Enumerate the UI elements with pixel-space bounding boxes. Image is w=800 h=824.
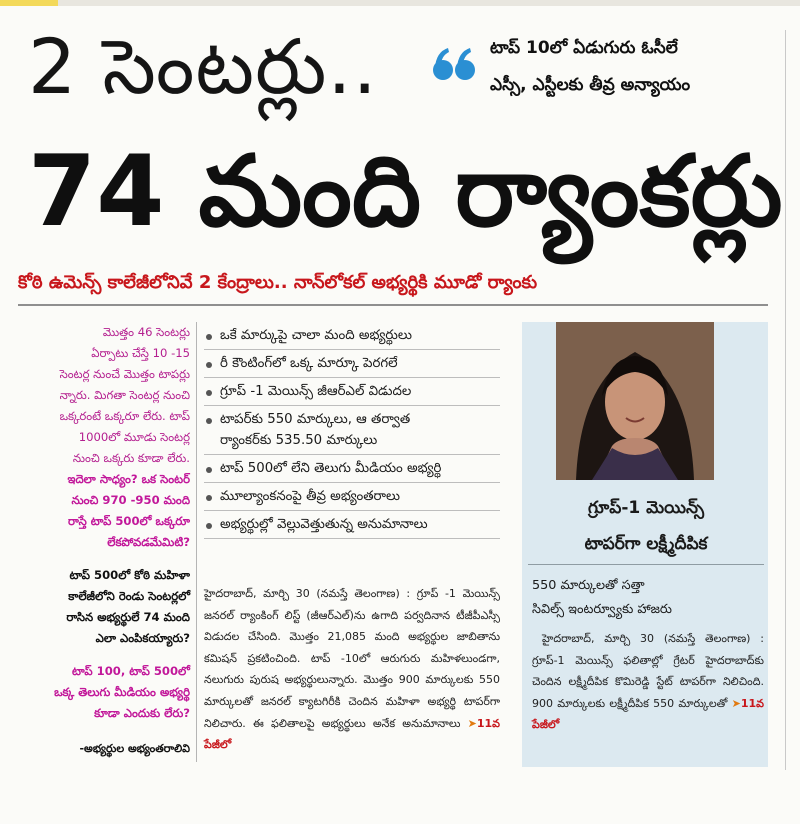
sidebar-line: ఎలా ఎంపికయ్యారు? xyxy=(95,631,190,645)
right-column-rule xyxy=(785,30,786,770)
caption-divider xyxy=(528,564,764,565)
sidebar-line: లేకపోవడమేమిటి? xyxy=(107,535,190,549)
highlight-text: టాపర్‌కు 550 మార్కులు, ఆ తర్వాత xyxy=(220,412,411,427)
highlight-item xyxy=(204,378,500,406)
highlight-text: టాప్ 500లో లేని తెలుగు మీడియం అభ్యర్థి xyxy=(220,461,442,476)
topper-story-body xyxy=(532,628,764,736)
highlight-text: గ్రూప్ -1 మెయిన్స్ జీఆర్ఎల్ విడుదల xyxy=(220,384,412,399)
continued-link[interactable]: 11వ పేజీలో xyxy=(204,716,500,752)
sidebar-line: సెంటర్ల నుంచే మొత్తం టాపర్లు xyxy=(59,367,190,381)
continued-arrow-icon: ➤ xyxy=(467,716,477,730)
bullet-icon xyxy=(206,334,212,340)
continued-arrow-icon: ➤ xyxy=(731,696,741,710)
highlight-item xyxy=(204,455,500,483)
sidebar-line: కూడా ఎందుకు లేరు? xyxy=(94,706,190,720)
headline-line-1: 2 సెంటర్లు.. xyxy=(28,22,378,111)
topper-portrait-photo xyxy=(556,322,714,480)
objections-sidebar xyxy=(22,322,190,759)
topper-caption-line: టాపర్‌గా లక్ష్మీదీపిక xyxy=(584,534,708,554)
sidebar-line: నుంచి 970 -950 మంది xyxy=(71,493,190,507)
bullet-icon xyxy=(206,418,212,424)
sidebar-line: మొత్తం 46 సెంటర్లు xyxy=(102,325,190,339)
column-divider xyxy=(196,322,197,762)
page-top-marker xyxy=(0,0,58,6)
highlights-list xyxy=(204,322,500,539)
sidebar-line: ఇదెలా సాధ్యం? ఒక సెంటర్ xyxy=(67,472,190,486)
sidebar-line: ఒక్కరంటే ఒక్కరూ లేరు. టాప్ xyxy=(59,409,190,423)
highlight-item-continued xyxy=(204,430,500,455)
highlight-item xyxy=(204,406,500,430)
highlight-text: అభ్యర్థుల్లో వెల్లువెత్తుతున్న అనుమానాలు xyxy=(220,517,428,532)
sidebar-line: న్నారు. మిగతా సెంటర్ల నుంచి xyxy=(59,388,190,402)
bullet-icon xyxy=(206,495,212,501)
topper-story-text: హైదరాబాద్, మార్చి 30 (నమస్తే తెలంగాణ) : గ్రూప్-1 మెయిన్స్ ఫలితాల్లో గ్రేటర్ హైదరాబాద్‌కు చెందిన లక్ష్మీదీపిక కొమిరెడ్డి స్టేట్ టాపర్‌గా నిలిచింది. 900 మార్కులకు లక్ష్మీదీపిక 550 మార్కులతో xyxy=(532,632,764,710)
sidebar-signature: -అభ్యర్థుల అభ్యంతరాలివి xyxy=(79,742,190,755)
quote-marks-icon xyxy=(432,44,478,84)
sidebar-line: టాప్ 500లో కోఠి మహిళా xyxy=(69,568,190,582)
topper-subhead: సివిల్స్ ఇంటర్వ్యూకు హాజరు xyxy=(532,602,672,617)
sidebar-line: రాసిన అభ్యర్థులే 74 మంది xyxy=(66,610,190,624)
sidebar-line: నుంచి ఒక్కరు కూడా లేరు. xyxy=(72,451,190,465)
sidebar-line: టాప్ 100, టాప్ 500లో xyxy=(72,664,190,678)
continued-link[interactable]: 11వ పేజీలో xyxy=(532,696,764,732)
pull-quote-line-1: టాప్ 10లో ఏడుగురు ఓసీలే xyxy=(490,38,678,58)
highlight-text: ర్యాంకర్‌కు 535.50 మార్కులు xyxy=(220,433,378,448)
article-text: హైదరాబాద్, మార్చి 30 (నమస్తే తెలంగాణ) : గ్రూప్ -1 మెయిన్స్ జనరల్ ర్యాంకింగ్ లిస్ట్ (జీఆర్ఎల్)ను ఉగాది పర్వదినాన టీజీపీఎస్సీ విడుదల చేసింది. మొత్తం 21,085 మంది అభ్యర్థుల జాబితాను కమిషన్ ప్రకటించింది. టాప్ -10లో ఆరుగురు మహిళలుండగా, నలుగురు పురుష అభ్యర్థులున్నారు. మొత్తం 900 మార్కులకు 550 మార్కులతో జనరల్ క్యాటగిరీకి చెందిన మహిళా అభ్యర్థి టాపర్‌గా నిలిచారు. ఈ ఫలితాలపై అభ్యర్థులు అనేక అనుమానాలు xyxy=(204,587,500,730)
headline-line-2: 74 మంది ర్యాంకర్లు xyxy=(28,135,783,249)
bullet-icon xyxy=(206,523,212,529)
highlight-item xyxy=(204,350,500,378)
sidebar-line: కాలేజీలోని రెండు సెంటర్లలో xyxy=(68,589,190,603)
deck-divider xyxy=(18,304,768,306)
sidebar-line: 1000లో మూడు సెంటర్ల xyxy=(78,430,190,444)
topper-caption-line: గ్రూప్-1 మెయిన్స్ xyxy=(587,498,704,518)
page-top-border xyxy=(0,0,800,6)
main-article-body xyxy=(204,583,500,756)
sidebar-line: ఒక్క తెలుగు మీడియం అభ్యర్థి xyxy=(54,685,190,699)
topper-subheads xyxy=(532,574,762,622)
highlight-text: ఒకే మార్కుపై చాలా మంది అభ్యర్థులు xyxy=(220,328,412,343)
highlight-item xyxy=(204,322,500,350)
highlight-text: రీ కౌంటింగ్‌లో ఒక్క మార్కూ పెరగలే xyxy=(220,356,398,371)
sidebar-line: రాస్తే టాప్ 500లో ఒక్కరూ xyxy=(68,514,190,528)
topper-subhead: 550 మార్కులతో సత్తా xyxy=(532,578,645,593)
sidebar-line: ఏర్పాటు చేస్తే 10 -15 xyxy=(91,346,190,360)
topper-caption xyxy=(528,490,764,562)
highlight-item xyxy=(204,483,500,511)
highlight-item xyxy=(204,511,500,539)
bullet-icon xyxy=(206,467,212,473)
deck-subheadline: కోఠి ఉమెన్స్ కాలేజీలోనివే 2 కేంద్రాలు.. నాన్‌లోకల్ అభ్యర్థికి మూడో ర్యాంకు xyxy=(18,272,538,293)
bullet-icon xyxy=(206,362,212,368)
bullet-icon xyxy=(206,390,212,396)
pull-quote-line-2: ఎస్సీ, ఎస్టీలకు తీవ్ర అన్యాయం xyxy=(490,75,691,95)
highlight-text: మూల్యాంకనంపై తీవ్ర అభ్యంతరాలు xyxy=(220,489,401,504)
